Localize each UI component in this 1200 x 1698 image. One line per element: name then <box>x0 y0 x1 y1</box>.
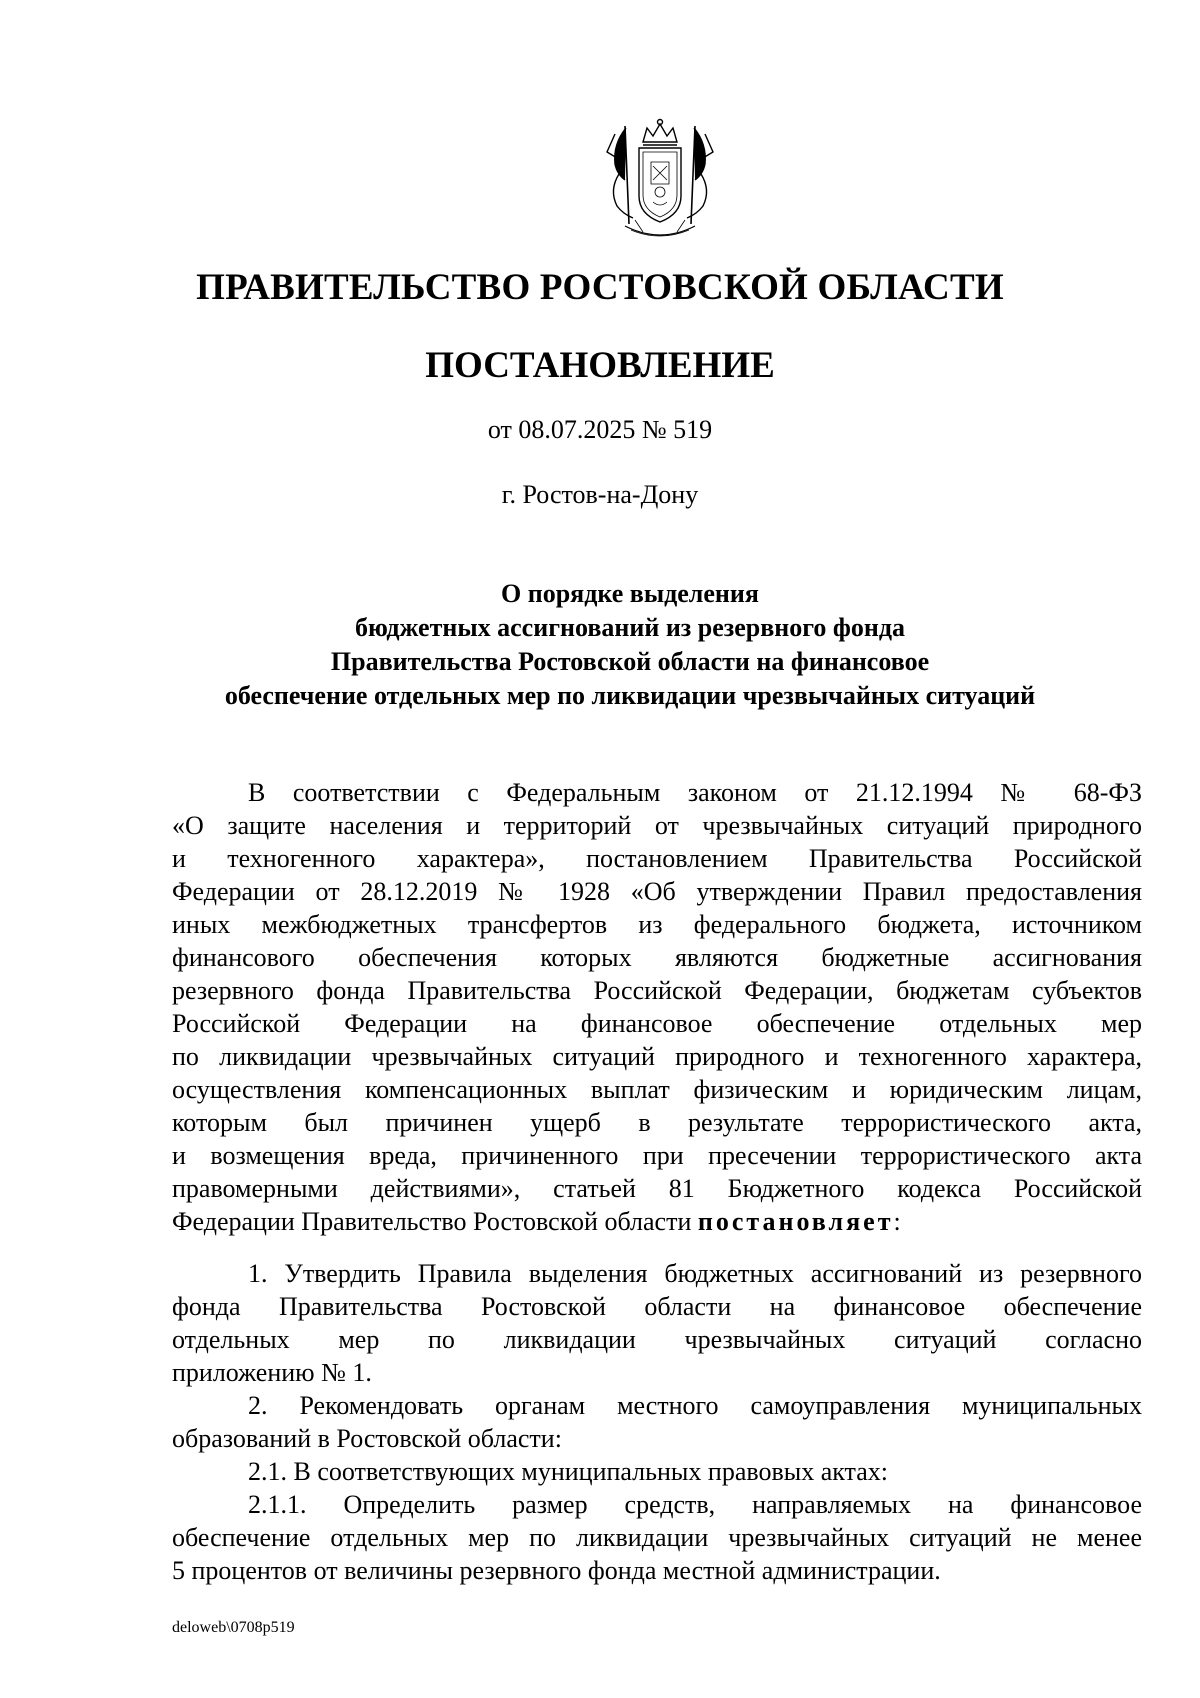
text-line: и техногенного характера», постановлением Правительства Российской <box>172 844 1142 873</box>
text-line: фонда Правительства Ростовской области на финансовое обеспечение <box>172 1292 1142 1321</box>
text-line: 2.1.1. Определить размер средств, направляемых на финансовое <box>248 1490 1142 1519</box>
text-line-final <box>172 1205 1142 1238</box>
text-line: иных межбюджетных трансфертов из федерального бюджета, источником <box>172 910 1142 939</box>
title-line: обеспечение отдельных мер по ликвидации чрезвычайных ситуаций <box>224 681 1036 710</box>
item-2-paragraph <box>172 1389 1142 1455</box>
issuing-authority: ПРАВИТЕЛЬСТВО РОСТОВСКОЙ ОБЛАСТИ <box>196 267 1004 308</box>
file-path-footer: deloweb\0708p519 <box>172 1619 295 1636</box>
document-city: г. Ростов-на-Дону <box>501 480 699 509</box>
text-line: по ликвидации чрезвычайных ситуаций природного и техногенного характера, <box>172 1042 1142 1071</box>
text-line: образований в Ростовской области: <box>172 1424 562 1453</box>
text-line: отдельных мер по ликвидации чрезвычайных ситуаций согласно <box>172 1325 1142 1354</box>
text-line: 1. Утвердить Правила выделения бюджетных ассигнований из резервного <box>248 1259 1142 1288</box>
text-line: финансового обеспечения которых являются бюджетные ассигнования <box>172 943 1142 972</box>
text-fragment: Федерации Правительство Ростовской области <box>172 1207 698 1236</box>
coat-of-arms-icon <box>595 114 725 244</box>
document-date-number: от 08.07.2025 № 519 <box>487 415 713 444</box>
text-line: обеспечение отдельных мер по ликвидации чрезвычайных ситуаций не менее <box>172 1523 1142 1552</box>
text-line: правомерными действиями», статьей 81 Бюджетного кодекса Российской <box>172 1174 1142 1203</box>
item-2-1-paragraph <box>172 1455 1142 1488</box>
document-title <box>140 577 1120 713</box>
text-line: 2.1. В соответствующих муниципальных правовых актах: <box>248 1457 888 1486</box>
text-line: Федерации от 28.12.2019 № 1928 «Об утверждении Правил предоставления <box>172 877 1142 906</box>
text-line: «О защите населения и территорий от чрезвычайных ситуаций природного <box>172 811 1142 840</box>
text-line: осуществления компенсационных выплат физическим и юридическим лицам, <box>172 1075 1142 1104</box>
item-2-1-1-paragraph <box>172 1488 1142 1587</box>
text-fragment: : <box>893 1207 901 1236</box>
title-line: О порядке выделения <box>501 579 759 608</box>
title-line: бюджетных ассигнований из резервного фонда <box>355 613 905 642</box>
resolves-keyword: постановляет <box>697 1207 894 1236</box>
text-line: 2. Рекомендовать органам местного самоуправления муниципальных <box>248 1391 1142 1420</box>
text-line: и возмещения вреда, причиненного при пресечении террористического акта <box>172 1141 1142 1170</box>
document-type: ПОСТАНОВЛЕНИЕ <box>425 345 775 386</box>
text-line: В соответствии с Федеральным законом от 21.12.1994 № 68-ФЗ <box>248 778 1142 807</box>
text-line: резервного фонда Правительства Российской Федерации, бюджетам субъектов <box>172 976 1142 1005</box>
text-line: приложению № 1. <box>172 1358 372 1387</box>
preamble-paragraph <box>172 776 1142 1238</box>
title-line: Правительства Ростовской области на финансовое <box>330 647 930 676</box>
item-1-paragraph <box>172 1257 1142 1389</box>
text-line: Российской Федерации на финансовое обеспечение отдельных мер <box>172 1009 1142 1038</box>
text-line: которым был причинен ущерб в результате террористического акта, <box>172 1108 1142 1137</box>
text-line: 5 процентов от величины резервного фонда местной администрации. <box>172 1556 941 1585</box>
